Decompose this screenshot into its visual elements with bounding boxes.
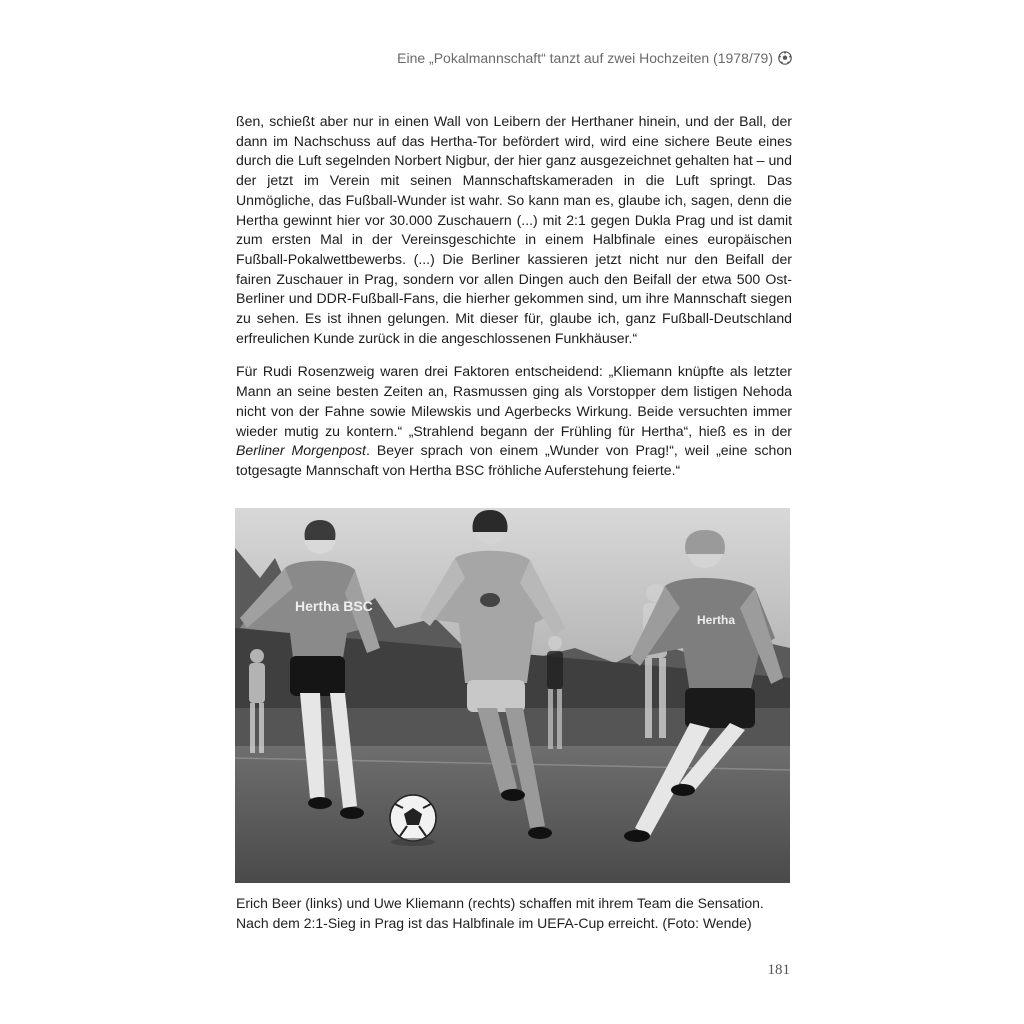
page-number: 181 [767, 962, 790, 978]
paragraph-text: . Beyer sprach von einem „Wunder von Prag!“, weil „eine schon totgesagte Mannschaft von Hertha BSC fröhliche Auferstehung feierte.“ [236, 442, 792, 478]
jersey-text: Hertha BSC [295, 598, 373, 614]
caption-line: Nach dem 2:1-Sieg in Prag ist das Halbfinale im UEFA-Cup erreicht. (Foto: Wende) [236, 915, 752, 931]
paragraph: ßen, schießt aber nur in einen Wall von Leibern der Herthaner hinein, und der Ball, der dann im Nachschuss auf das Hertha-Tor befördert wird, wird eine sichere Beute eines durch die Luft segelnden Norbert Nigbur, der hier ganz ausgezeichnet gehalten hat – und der jetzt im Verein mit seinen Mannschaftskameraden in die Luft springt. Das Unmögliche, das Fußball-Wunder ist wahr. So kann man es, glaube ich, sagen, denn die Hertha gewinnt hier vor 30.000 Zuschauern (...) mit 2:1 gegen Dukla Prag und ist damit zum ersten Mal in der Vereinsgeschichte in einem Halbfinale eines europäischen Fußball-Pokalwettbewerbs. (...) Die Berliner kassieren jetzt nicht nur den Beifall der fairen Zuschauer in Prag, sondern vor allen Dingen auch den Beifall der etwa 500 Ost-Berliner und DDR-Fußball-Fans, die hierher gekommen sind, um ihre Mannschaft siegen zu sehen. Es ist ihnen gelungen. Mit dieser für, glaube ich, ganz Fußball-Deutschland erfreulichen Kunde zurück in die angeschlossenen Funkhäuser.“ [236, 113, 792, 346]
running-header [236, 50, 792, 66]
body-text [236, 112, 792, 481]
paragraph [236, 362, 792, 480]
paragraph-text: Für Rudi Rosenzweig waren drei Faktoren entscheidend: „Kliemann knüpfte als letzter Mann an seine besten Zeiten an, Rasmussen ging als Vorstopper dem listigen Nehoda nicht von der Fahne sowie Milewskis und Agerbecks Wirkung. Beide versuchten immer wieder mutig zu kontern.“ „Strahlend begann der Frühling für Hertha“, hieß es in der [236, 363, 792, 439]
newspaper-name: Berliner Morgenpost [236, 442, 366, 459]
football-icon [778, 51, 792, 65]
caption-line: Erich Beer (links) und Uwe Kliemann (rechts) schaffen mit ihrem Team die Sensation. [236, 895, 764, 911]
running-title: Eine „Pokalmannschaft“ tanzt auf zwei Hochzeiten (1978/79) [397, 50, 773, 66]
jersey-text: Hertha [697, 613, 736, 627]
photo-caption [236, 893, 796, 933]
match-photo [235, 508, 790, 883]
